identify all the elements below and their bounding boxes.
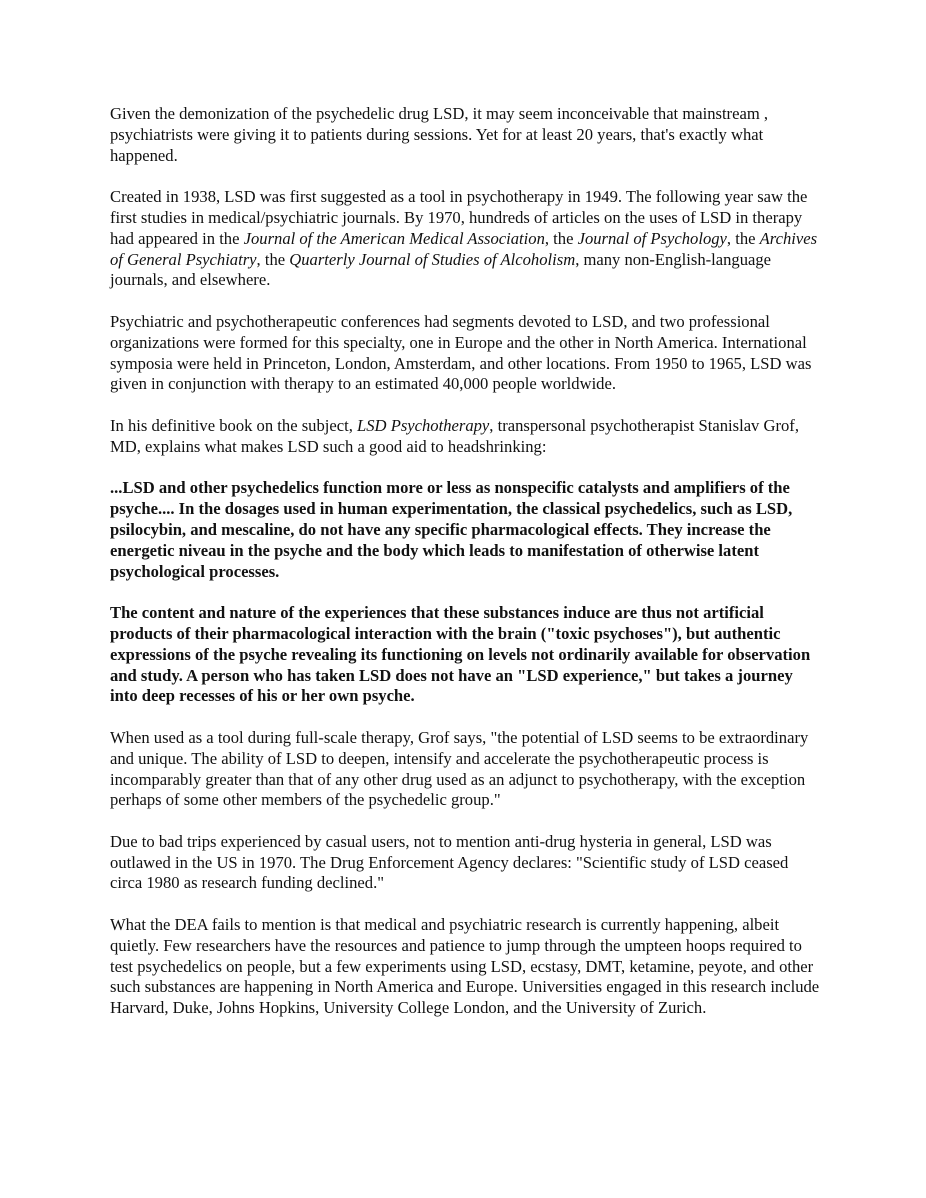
journal-title-archives: Archives of General Psychiatry: [110, 228, 818, 269]
paragraph-outlawed: Due to bad trips experienced by casual users, not to mention anti-drug hysteria in general, LSD was outlawed in the US in 1970. The Drug Enforcement Agency declares: "Scientific study of LSD ceased circa 1980 as research funding declined.": [110, 831, 789, 893]
journal-title-jama: Journal of the American Medical Association: [243, 228, 545, 248]
paragraph-current-research: What the DEA fails to mention is that medical and psychiatric research is currently happening, albeit quietly. Few researchers have the resources and patience to jump through the umpteen hoops required to test psychedelics on people, but a few experiments using LSD, ecstasy, DMT, ketamine, peyote, and other such substances are happening in North America and Europe. Universities engaged in this research include Harvard, Duke, Johns Hopkins, University College London, and the University of Zurich.: [110, 915, 820, 1018]
book-title: LSD Psychotherapy: [357, 415, 490, 435]
paragraph-therapy: When used as a tool during full-scale therapy, Grof says, "the potential of LSD seems to be extraordinary and unique. The ability of LSD to deepen, intensify and accelerate the psychotherapeutic process is incomparably greater than that of any other drug used as an adjunct to psychotherapy, with the exception perhaps of some other members of the psychedelic group.": [110, 727, 809, 810]
paragraph-history-text-3: , the: [726, 228, 760, 248]
document-body: [110, 104, 822, 1040]
paragraph-conferences: Psychiatric and psychotherapeutic conferences had segments devoted to LSD, and two professional organizations were formed for this specialty, one in Europe and the other in North America. International symposia were held in Princeton, London, Amsterdam, and other locations. From 1950 to 1965, LSD was given in conjunction with therapy to an estimated 40,000 people worldwide.: [110, 311, 812, 394]
journal-title-alcoholism: Quarterly Journal of Studies of Alcoholism: [289, 249, 576, 269]
block-quote-2: The content and nature of the experiences that these substances induce are thus not artificial products of their pharmacological interaction with the brain ("toxic psychoses"), but authentic expressions of the psyche revealing its functioning on levels not ordinarily available for observation and study. A person who has taken LSD does not have an "LSD experience," but takes a journey into deep recesses of his or her own psyche.: [110, 603, 811, 706]
paragraph-history-text-1: Created in 1938, LSD was first suggested as a tool in psychotherapy in 1949. The following year saw the first studies in medical/psychiatric journals. By 1970, hundreds of articles on the uses of LSD in therapy had appeared in the: [110, 187, 808, 248]
paragraph-grof-text-1: In his definitive book on the subject,: [110, 415, 358, 435]
journal-title-psychology: Journal of Psychology: [577, 228, 727, 248]
paragraph-history-text-5: , many non-English-language journals, and elsewhere.: [110, 249, 772, 290]
paragraph-history: [110, 187, 822, 291]
block-quote-1: ...LSD and other psychedelics function more or less as nonspecific catalysts and amplifiers of the psyche.... In the dosages used in human experimentation, the classical psychedelics, such as LSD, psilocybin, and mescaline, do not have any specific pharmacological effects. They increase the energetic niveau in the psyche and the body which leads to manifestation of otherwise latent psychological processes.: [110, 478, 793, 581]
paragraph-intro: Given the demonization of the psychedelic drug LSD, it may seem inconceivable that mainstream , psychiatrists were giving it to patients during sessions. Yet for at least 20 years, that's exactly what happened.: [110, 104, 769, 165]
paragraph-grof-intro: [110, 416, 822, 458]
paragraph-history-text-4: , the: [256, 249, 290, 269]
paragraph-grof-text-2: , transpersonal psychotherapist Stanislav Grof, MD, explains what makes LSD such a good aid to headshrinking:: [110, 415, 799, 456]
paragraph-history-text-2: , the: [544, 228, 578, 248]
